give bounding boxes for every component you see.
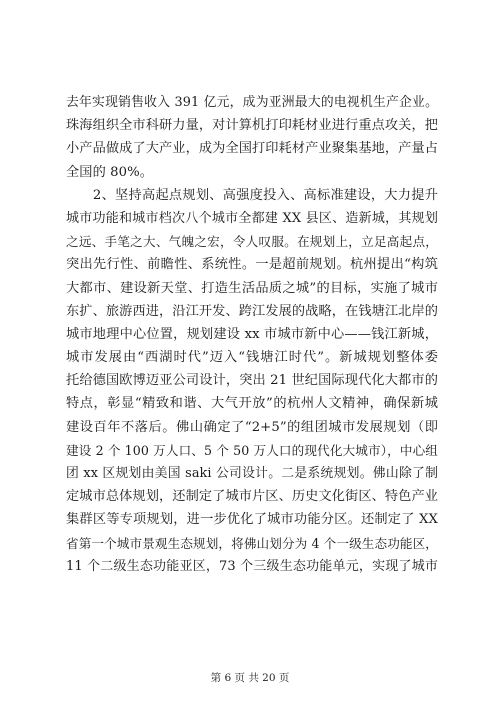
page-number-footer: 第 6 页 共 20 页 (210, 672, 290, 684)
text-line: 托给德国欧博迈亚公司设计，突出 21 世纪国际现代化大都市的 (66, 373, 438, 389)
text-line: 定城市总体规划，还制定了城市片区、历史文化街区、特色产业 (66, 489, 439, 505)
text-line: 团 xx 区规划由美国 saki 公司设计。二是系统规划。佛山除了制 (66, 466, 438, 481)
text-line: 去年实现销售收入 391 亿元，成为亚洲最大的电视机生产企业。 (66, 95, 438, 110)
text-line: 城市功能和城市档次八个城市全都建 XX 县区、造新城，其规划 (66, 210, 438, 226)
body-text (66, 91, 438, 578)
text-line: 省第一个城市景观生态规划，将佛山划分为 4 个一级生态功能区， (66, 535, 438, 551)
text-line: 集群区等专项规划，进一步优化了城市功能分区。还制定了 XX (66, 512, 438, 528)
text-line: 全国的 80%。 (66, 164, 154, 180)
text-line: 特点，彰显“精致和谐、大气开放”的杭州人文精神，确保新城 (66, 396, 438, 412)
text-line: 大都市、建设新天堂、打造生活品质之城”的目标，实施了城市 (66, 280, 438, 296)
text-line: 2、坚持高起点规划、高强度投入、高标准建设，大力提升 (66, 187, 438, 203)
text-line: 之远、手笔之大、气魄之宏，令人叹服。在规划上，立足高起点， (66, 234, 438, 250)
text-line: 突出先行性、前瞻性、系统性。一是超前规划。杭州提出“构筑 (66, 257, 438, 273)
text-line: 建设 2 个 100 万人口、5 个 50 万人口的现代化大城市），中心组 (66, 442, 438, 458)
text-line: 小产品做成了大产业，成为全国打印耗材产业聚集基地，产量占 (66, 141, 439, 157)
text-line: 11 个二级生态功能亚区，73 个三级生态功能单元，实现了城市 (66, 558, 438, 574)
text-line: 城市地理中心位置，规划建设 xx 市城市新中心——钱江新城， (66, 326, 438, 342)
text-line: 珠海组织全市科研力量，对计算机打印耗材业进行重点攻关，把 (66, 118, 439, 134)
text-line: 城市发展由“西湖时代”迈入“钱塘江时代”。新城规划整体委 (66, 350, 438, 366)
text-line: 建设百年不落后。佛山确定了“2+5”的组团城市发展规划（即 (66, 419, 438, 435)
text-line: 东扩、旅游西进，沿江开发、跨江发展的战略，在钱塘江北岸的 (66, 303, 439, 319)
